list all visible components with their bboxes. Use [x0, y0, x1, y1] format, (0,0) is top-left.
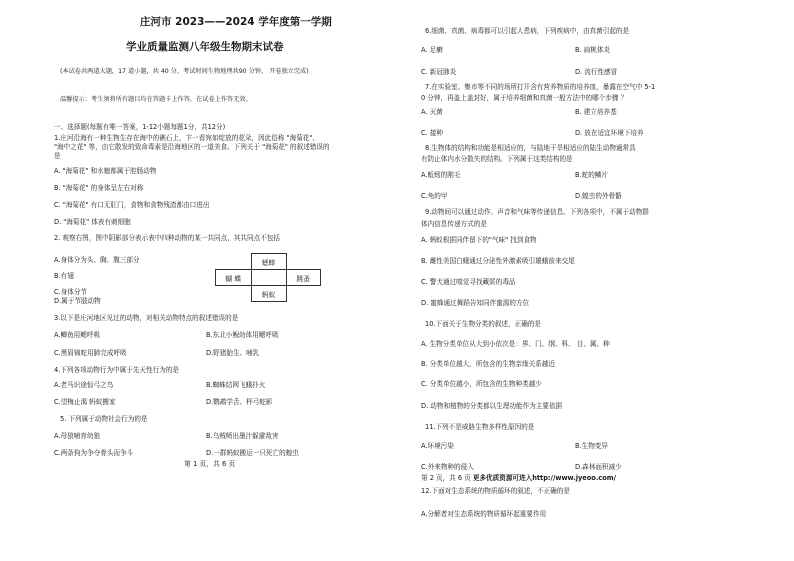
q1-stem-line-3: 是 — [54, 152, 61, 160]
q12-option-a: A.分解者对生态系统的物质循环起重要作用 — [421, 510, 547, 518]
q4-stem: 4.下列各项动物行为中属于先天性行为的是 — [54, 366, 179, 374]
q11-option-c: C.外来物种的侵入 — [421, 463, 474, 471]
q2-option-d: D.属于节肢动物 — [54, 297, 101, 305]
q9-option-c: C. 警犬通过嗅觉寻找藏匿的毒品 — [421, 278, 516, 286]
q4-option-c: C.望梅止渴 蚂蚁搬家 — [54, 398, 116, 406]
q8-option-a: A.蚯蚓的刚毛 — [421, 171, 461, 179]
q10-option-b: B. 分类单位越大，所包含的生物亲缘关系越近 — [421, 360, 555, 368]
q11-stem: 11.下列不是威胁生物多样性原因的是 — [425, 423, 535, 431]
q6-option-c: C. 新冠肺炎 — [421, 68, 457, 76]
exam-title-line-1: 庄河市 2023——2024 学年度第一学期 — [140, 16, 332, 28]
q2-stem: 2. 观察右图，图中阴影部分表示表中四种动物的某一共同点，其共同点不包括 — [54, 234, 280, 242]
q3-option-d: D.野猪胎生、哺乳 — [206, 349, 260, 357]
q2-animal-grid — [215, 253, 321, 302]
q7-option-a: A. 灭菌 — [421, 108, 443, 116]
q6-option-a: A. 足癣 — [421, 46, 443, 54]
page-1-column — [38, 0, 390, 561]
q7-option-d: D. 放在适宜环境下培养 — [575, 129, 644, 137]
q4-option-b: B.蜘蛛结网飞蛾扑火 — [206, 381, 266, 389]
page-1-footer: 第 1 页，共 6 页 — [184, 460, 236, 468]
q10-option-c: C. 分类单位越小，所包含的生物种类越少 — [421, 380, 542, 388]
q8-stem-line-1: 8.生物体的结构和功能是相适应的，与陆地干旱相适应的陆生动物通常具 — [425, 144, 636, 152]
q5-option-d: D.一群蚂蚁搬运一只死亡的蝗虫 — [206, 449, 299, 457]
q6-option-b: B. 扁桃体炎 — [575, 46, 611, 54]
q10-option-d: D. 动物和植物的分类都以生理功能作为主要依据 — [421, 402, 563, 410]
q7-stem-line-1: 7.在实验室、集市等不同的场所打开含有营养物质的培养皿，暴露在空气中 5-1 — [425, 83, 656, 91]
q1-option-d: D. "海菊花" 体表有刺细胞 — [54, 218, 131, 226]
q10-option-a: A. 生物分类单位从大到小依次是：界、门、纲、科、 目、属、种 — [421, 340, 610, 348]
q6-option-d: D. 流行性感冒 — [575, 68, 618, 76]
q3-option-c: C.黑眉锦蛇用肺完成呼吸 — [54, 349, 127, 357]
grid-cell-flea: 跳蚤 — [286, 270, 321, 286]
resource-link[interactable]: 更多优质资源可进入http://www.jyeoo.com/ — [472, 474, 617, 482]
grid-cell-ant: 蚂蚁 — [251, 286, 286, 302]
q7-option-c: C. 接种 — [421, 129, 443, 137]
q12-stem: 12.下面对生态系统的物质循环的叙述，不正确的是 — [421, 487, 570, 495]
q9-option-d: D. 蜜蜂通过舞蹈告知同伴蜜源的方位 — [421, 299, 530, 307]
q6-stem: 6.细菌、真菌、病毒都可以引起人患病，下列疾病中，由真菌引起的是 — [425, 27, 630, 35]
q2-option-a: A.身体分为头、胸、腹三部分 — [54, 256, 140, 264]
q3-option-a: A.鲫鱼用鳃呼吸 — [54, 331, 101, 339]
page-2-column — [405, 0, 775, 561]
q1-option-c: C. "海菊花" 有口无肛门，食物和食物残渣都由口进出 — [54, 201, 210, 209]
q11-option-d: D.森林面积减少 — [575, 463, 622, 471]
q9-stem-line-1: 9.动物间可以通过动作、声音和气味等传递信息。下列各项中，不属于动物群 — [425, 208, 649, 216]
q3-option-b: B.东北小鲵幼体用鳃呼吸 — [206, 331, 279, 339]
q9-stem-line-2: 体内信息传递方式的是 — [421, 220, 487, 228]
q1-option-b: B. "海菊花" 的身体呈左右对称 — [54, 184, 144, 192]
q11-option-b: B.生物变异 — [575, 442, 608, 450]
q7-option-b: B. 建立培养基 — [575, 108, 617, 116]
q10-stem: 10.下面关于生物分类的叙述，正确的是 — [425, 320, 541, 328]
page-2-footer — [421, 474, 616, 482]
q8-option-d: D.蝗虫的外骨骼 — [575, 192, 622, 200]
q4-option-a: A.老马识途惊弓之鸟 — [54, 381, 114, 389]
q2-option-c: C.身体分节 — [54, 288, 88, 296]
q9-option-b: B. 雌性美国白蛾通过分泌性外激素吸引雄蛾前来交尾 — [421, 257, 575, 265]
q8-option-b: B.蛇的鳞片 — [575, 171, 608, 179]
q3-stem: 3.以下是庄河地区见过的动物，对相关动物特点的叙述错误的是 — [54, 314, 239, 322]
q4-option-d: D.鹦鹉学舌、杯弓蛇影 — [206, 398, 273, 406]
section-1-heading: 一、选择题(每题有唯一答案，1-12小题每题1分，共12分) — [54, 123, 226, 131]
page-2-number: 第 2 页，共 6 页 — [421, 474, 471, 482]
q1-stem-line-1: 1.庄河沿海有一种生物生存在海中的礁石上，卞一看宛如绽放的花朵，因此俗称 "海菊花"、 — [54, 134, 320, 142]
q5-stem: 5. 下列属于动物社会行为的是 — [60, 415, 148, 423]
q9-option-a: A. 蚂蚁根据同伴留下的"气味" 找到食物 — [421, 236, 537, 244]
exam-info: (本试卷共两道大题，17 道小题，共 40 分，考试时间生物地理共90 分钟， 开卷独立完成) — [60, 68, 309, 75]
q8-option-c: C.龟的甲 — [421, 192, 448, 200]
grid-cell-cricket: 蟋蟀 — [251, 254, 286, 270]
q7-stem-line-2: 0 分钟，再盖上盖封好，属于培养细菌和真菌一般方法中的哪个步骤 ？ — [421, 94, 628, 102]
q5-option-a: A.母狼哺育幼狼 — [54, 432, 101, 440]
q5-option-c: C.两条狗为争夺骨头而争斗 — [54, 449, 134, 457]
grid-cell-butterfly: 蝴 蝶 — [216, 270, 252, 286]
q5-option-b: B.乌贼喷出墨汁躲避敌害 — [206, 432, 279, 440]
q2-option-b: B.有翅 — [54, 272, 74, 280]
q11-option-a: A.环境污染 — [421, 442, 454, 450]
q8-stem-line-2: 有防止体内水分散失的结构。下列属于这类结构的是 — [421, 155, 573, 163]
exam-tip: 温馨提示：考生须将所有题目均在答题卡上作答，在试卷上作答无效。 — [60, 96, 252, 103]
q1-stem-line-2: "海中之花" 等，由它散发的致命毒素是沿海地区的一道美食。下列关于 "海菊花" 的叙述错误的 — [54, 143, 330, 151]
q1-option-a: A. "海菊花" 和水螅都属于腔肠动物 — [54, 167, 157, 175]
exam-title-line-2: 学业质量监测八年级生物期末试卷 — [126, 41, 284, 53]
